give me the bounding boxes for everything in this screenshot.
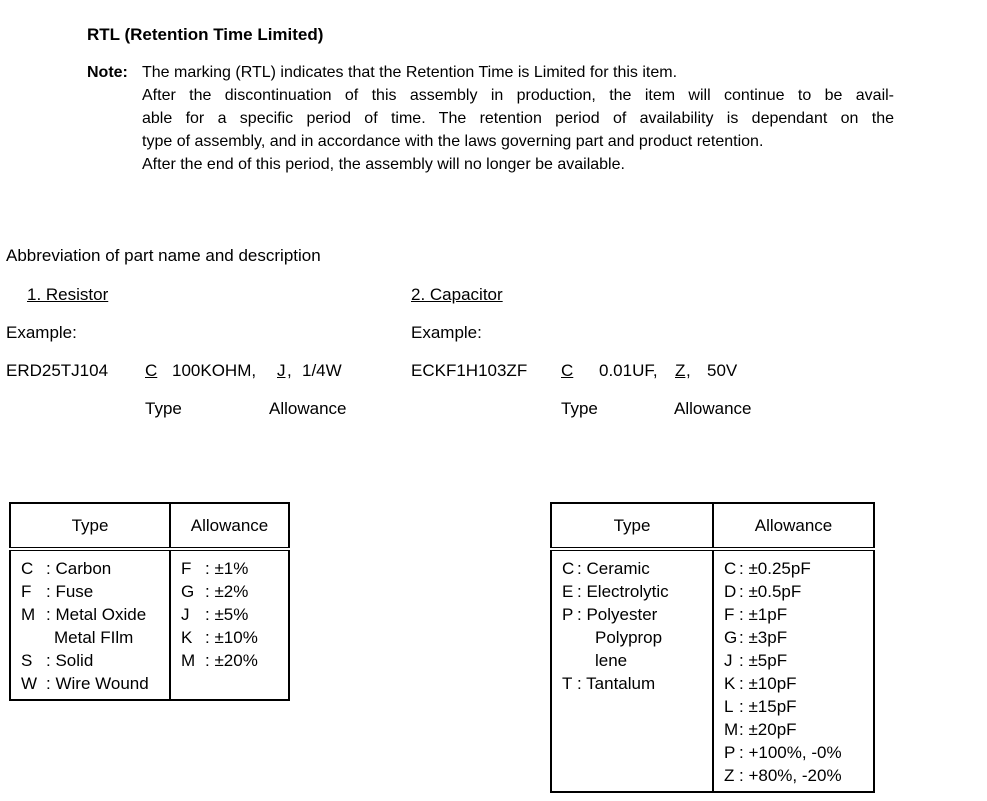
resistor-type-code: C	[145, 361, 158, 380]
resistor-title: 1. Resistor	[27, 285, 109, 304]
capacitor-type-list	[551, 549, 713, 792]
note-label: Note:	[87, 64, 128, 81]
capacitor-table-allowance-header: Allowance	[713, 503, 874, 549]
list-item: E : Electrolytic	[562, 582, 669, 601]
list-item: J : ±5%	[181, 605, 249, 624]
note-line-4: type of assembly, and in accordance with the laws governing part and product retention.	[142, 133, 764, 150]
list-item: F : ±1%	[181, 559, 249, 578]
capacitor-voltage: 50V	[707, 361, 738, 380]
resistor-allowance-code: J	[277, 361, 286, 380]
list-item: M : ±20%	[181, 651, 258, 670]
capacitor-comma: ,	[686, 361, 691, 380]
capacitor-allowance-list	[713, 549, 874, 792]
list-item: K : ±10pF	[724, 674, 797, 693]
list-item: C : Ceramic	[562, 559, 650, 578]
list-item: S : Solid	[21, 651, 94, 670]
resistor-wattage: 1/4W	[302, 361, 342, 380]
list-item: K : ±10%	[181, 628, 258, 647]
capacitor-table	[550, 502, 875, 793]
resistor-type-list	[10, 549, 170, 700]
resistor-comma: ,	[287, 361, 292, 380]
list-item: P : Polyester Polyprop lene	[562, 605, 663, 670]
list-item: L : ±15pF	[724, 697, 797, 716]
capacitor-type-code: C	[561, 361, 574, 380]
list-item: F : ±1pF	[724, 605, 788, 624]
list-item: C : Carbon	[21, 559, 112, 578]
capacitor-part-number: ECKF1H103ZF	[411, 361, 528, 380]
capacitor-title: 2. Capacitor	[411, 285, 503, 304]
resistor-example-label: Example:	[6, 323, 77, 342]
capacitor-allowance-label: Allowance	[674, 399, 752, 418]
list-item: M: ±20pF	[724, 720, 797, 739]
note-line-2: After the discontinuation of this assembly in production, the item will continue to be avail-	[142, 87, 894, 104]
list-item: T : Tantalum	[562, 674, 656, 693]
list-item: W : Wire Wound	[21, 674, 149, 693]
resistor-part-number: ERD25TJ104	[6, 361, 109, 380]
capacitor-value: 0.01UF,	[599, 361, 658, 380]
capacitor-example-label: Example:	[411, 323, 482, 342]
list-item: F : Fuse	[21, 582, 94, 601]
list-item: J : ±5pF	[724, 651, 788, 670]
rtl-title: RTL (Retention Time Limited)	[87, 25, 324, 44]
resistor-type-label: Type	[145, 399, 182, 418]
abbreviation-heading: Abbreviation of part name and description	[6, 246, 321, 265]
note-line-5: After the end of this period, the assembly will no longer be available.	[142, 156, 625, 173]
resistor-value: 100KOHM,	[172, 361, 257, 380]
capacitor-type-label: Type	[561, 399, 598, 418]
note-line-3: able for a specific period of time. The retention period of availability is dependant on the	[142, 110, 894, 127]
capacitor-allowance-code: Z	[675, 361, 686, 380]
list-item: C : ±0.25pF	[724, 559, 811, 578]
list-item: G : ±3pF	[724, 628, 788, 647]
list-item: G : ±2%	[181, 582, 249, 601]
list-item: Z : +80%, -20%	[724, 766, 842, 785]
resistor-table-allowance-header: Allowance	[170, 503, 289, 549]
resistor-allowance-label: Allowance	[269, 399, 347, 418]
note-line-1: The marking (RTL) indicates that the Retention Time is Limited for this item.	[142, 64, 678, 81]
resistor-table-type-header: Type	[10, 503, 170, 549]
resistor-table	[9, 502, 290, 701]
list-item: D : ±0.5pF	[724, 582, 802, 601]
list-item: P : +100%, -0%	[724, 743, 842, 762]
resistor-allowance-list	[170, 549, 289, 700]
list-item: M : Metal Oxide Metal FIlm	[21, 605, 147, 647]
capacitor-table-type-header: Type	[551, 503, 713, 549]
